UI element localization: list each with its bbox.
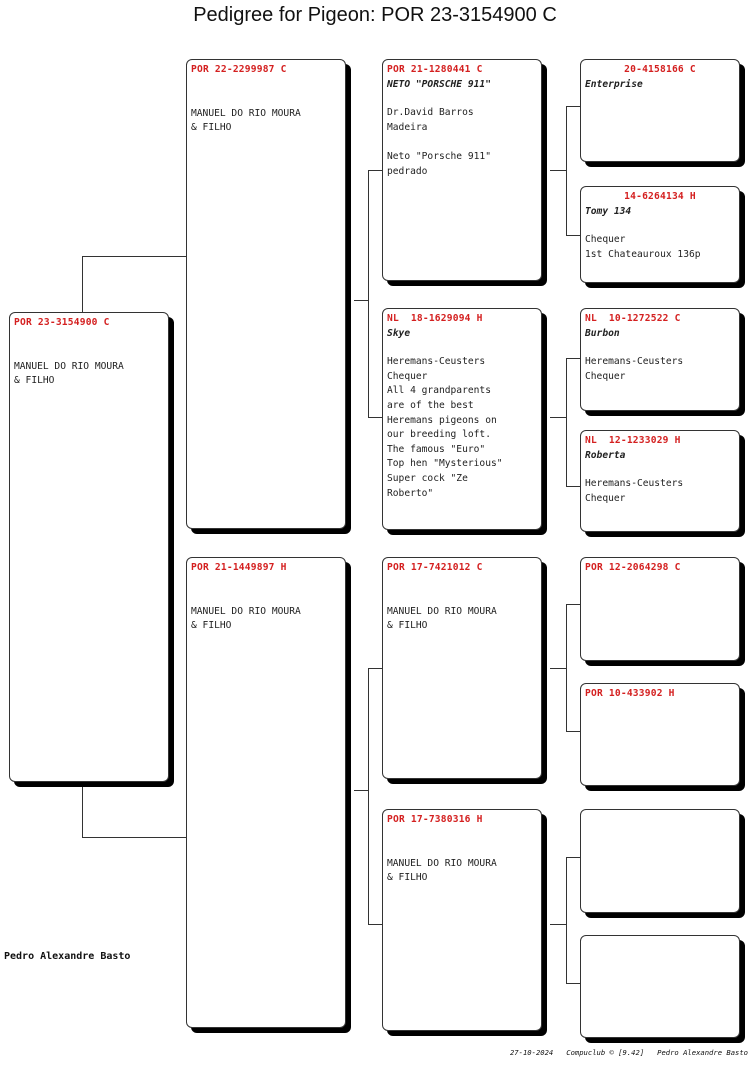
pigeon-notes: Dr.David Barros Madeira Neto "Porsche 911" pedrado	[387, 107, 491, 177]
connector-line	[550, 417, 566, 418]
pigeon-card-sire-dam-sire[interactable]	[580, 308, 740, 411]
pigeon-card-dam-dam-sire[interactable]	[580, 809, 740, 913]
ring-number: POR 17-7380316 H	[387, 814, 483, 825]
owner-text: MANUEL DO RIO MOURA & FILHO	[387, 605, 497, 632]
pigeon-card-sire[interactable]	[186, 59, 346, 529]
connector-line	[566, 731, 580, 732]
connector-line	[368, 924, 382, 925]
connector-line	[566, 604, 567, 731]
connector-line	[566, 358, 567, 486]
pigeon-card-dam[interactable]	[186, 557, 346, 1028]
connector-line	[566, 983, 580, 984]
owner-text: MANUEL DO RIO MOURA & FILHO	[387, 857, 497, 884]
footer-user: Pedro Alexandre Basto	[657, 1048, 748, 1057]
footer-software: Compuclub © [9.42]	[566, 1048, 645, 1057]
connector-line	[550, 170, 566, 171]
pigeon-card-dam-sire[interactable]	[382, 557, 542, 779]
connector-line	[368, 417, 382, 418]
pigeon-card-dam-dam[interactable]	[382, 809, 542, 1031]
connector-line	[566, 106, 580, 107]
connector-line	[550, 924, 566, 925]
pigeon-card-sire-sire-sire[interactable]	[580, 59, 740, 162]
connector-line	[354, 790, 368, 791]
connector-line	[368, 668, 369, 924]
owner-text: MANUEL DO RIO MOURA & FILHO	[191, 107, 301, 134]
connector-line	[566, 857, 567, 983]
pigeon-card-dam-sire-dam[interactable]	[580, 683, 740, 786]
owner-text: MANUEL DO RIO MOURA & FILHO	[191, 605, 301, 632]
pigeon-notes: Chequer 1st Chateauroux 136p	[585, 234, 701, 260]
pigeon-card-sire-sire[interactable]	[382, 59, 542, 281]
connector-line	[566, 358, 580, 359]
connector-line	[566, 604, 580, 605]
pigeon-card-subject[interactable]	[9, 312, 169, 782]
connector-line	[368, 170, 369, 417]
connector-line	[566, 235, 580, 236]
owner-text: MANUEL DO RIO MOURA & FILHO	[14, 360, 124, 387]
connector-line	[354, 300, 368, 301]
ring-number: NL 10-1272522 C	[585, 313, 681, 324]
ring-number: POR 23-3154900 C	[14, 317, 110, 328]
pigeon-notes: Heremans-Ceusters Chequer	[585, 356, 684, 382]
ring-number: NL 12-1233029 H	[585, 435, 681, 446]
pigeon-name: Burbon	[585, 327, 620, 339]
pigeon-card-sire-dam-dam[interactable]	[580, 430, 740, 532]
pigeon-name: Enterprise	[585, 78, 643, 90]
ring-number: POR 17-7421012 C	[387, 562, 483, 573]
ring-number: 14-6264134 H	[624, 191, 696, 202]
connector-line	[566, 106, 567, 235]
footer	[510, 1048, 748, 1057]
pigeon-card-sire-dam[interactable]	[382, 308, 542, 530]
pigeon-notes: Heremans-Ceusters Chequer All 4 grandparents are of the best Heremans pigeons on our breeding loft. The famous "Euro" Top hen "Mysterious" Super cock "Ze Roberto"	[387, 356, 503, 499]
owner-name: Pedro Alexandre Basto	[4, 951, 131, 962]
connector-line	[368, 668, 382, 669]
ring-number: 20-4158166 C	[624, 64, 696, 75]
pigeon-card-sire-sire-dam[interactable]	[580, 186, 740, 283]
connector-line	[566, 857, 580, 858]
connector-line	[82, 837, 187, 838]
pigeon-name: Roberta	[585, 449, 626, 461]
pigeon-name: NETO "PORSCHE 911"	[387, 78, 491, 90]
connector-line	[566, 486, 580, 487]
pigeon-name: Tomy 134	[585, 205, 632, 217]
connector-line	[82, 256, 187, 257]
ring-number: POR 12-2064298 C	[585, 562, 681, 573]
ring-number: POR 21-1449897 H	[191, 562, 287, 573]
pigeon-card-dam-dam-dam[interactable]	[580, 935, 740, 1038]
footer-date: 27-10-2024	[509, 1048, 554, 1057]
page-title: Pedigree for Pigeon: POR 23-3154900 C	[193, 4, 557, 26]
pigeon-card-dam-sire-sire[interactable]	[580, 557, 740, 661]
ring-number: NL 18-1629094 H	[387, 313, 483, 324]
ring-number: POR 10-433902 H	[585, 688, 675, 699]
pigeon-notes: Heremans-Ceusters Chequer	[585, 478, 684, 504]
connector-line	[368, 170, 382, 171]
pigeon-name: Skye	[387, 327, 411, 339]
ring-number: POR 21-1280441 C	[387, 64, 483, 75]
ring-number: POR 22-2299987 C	[191, 64, 287, 75]
connector-line	[550, 668, 566, 669]
